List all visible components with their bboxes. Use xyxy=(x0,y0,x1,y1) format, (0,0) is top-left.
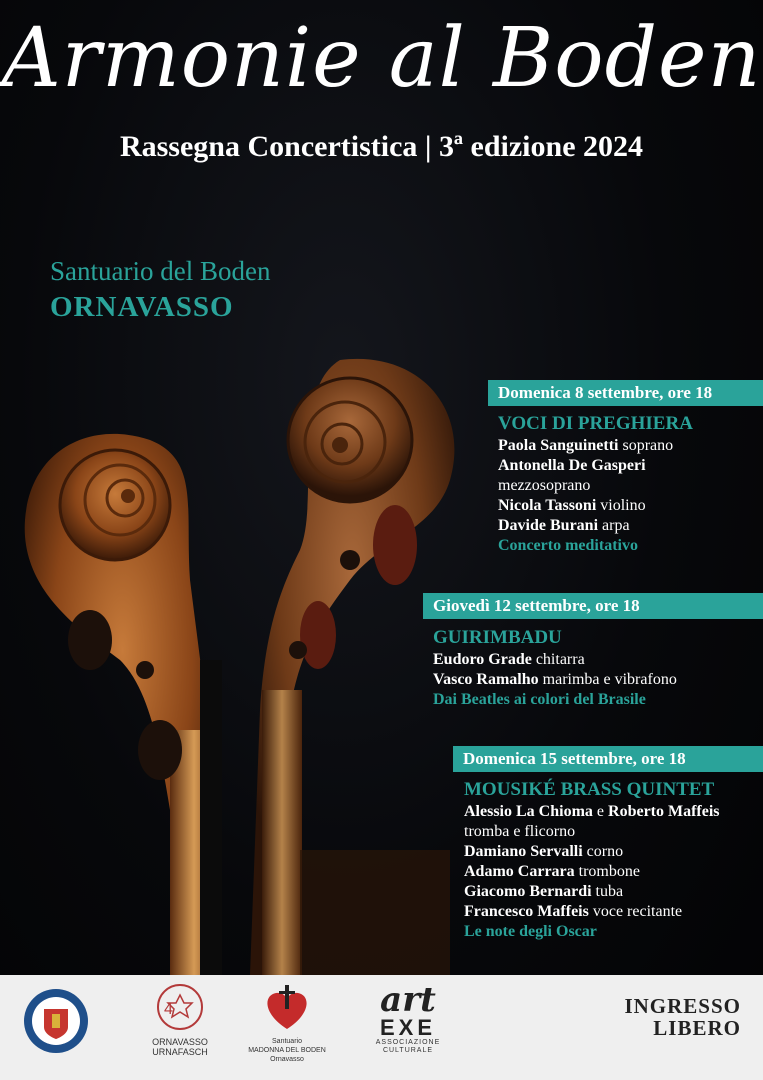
art-exe-logo-exe: EXE xyxy=(379,1015,437,1040)
performer-line xyxy=(498,516,693,536)
performer-name: Adamo Carrara xyxy=(464,863,575,880)
performer-role: violino xyxy=(600,497,646,514)
performer-line xyxy=(464,882,720,902)
performer-name: Alessio La Chioma xyxy=(464,803,593,820)
venue-name: Santuario del Boden xyxy=(50,256,271,286)
event-date-bar: Giovedì 12 settembre, ore 18 xyxy=(423,593,763,619)
event-date-bar: Domenica 8 settembre, ore 18 xyxy=(488,380,763,406)
performer-role: voce recitante xyxy=(592,903,683,920)
performer-name: Roberto Maffeis xyxy=(608,803,720,820)
performer-joiner: e xyxy=(596,803,605,820)
art-exe-logo-art: art xyxy=(380,980,436,1020)
performer-name: Eudoro Grade xyxy=(433,651,532,668)
performer-line xyxy=(498,436,693,456)
event-description: Le note degli Oscar xyxy=(464,923,597,940)
event-date-bar: Domenica 15 settembre, ore 18 xyxy=(453,746,763,772)
event-description: Concerto meditativo xyxy=(498,537,638,554)
performer-name: Nicola Tassoni xyxy=(498,497,597,514)
event-block xyxy=(498,412,693,556)
ornavasso-logo-line1: ORNAVASSO xyxy=(152,1037,208,1047)
santuario-logo xyxy=(242,981,332,1071)
performer-line xyxy=(464,902,720,922)
performer-name: Davide Burani xyxy=(498,517,599,534)
ornavasso-logo xyxy=(140,981,220,1061)
comune-crest-logo xyxy=(22,987,90,1055)
performer-role: chitarra xyxy=(535,651,585,668)
event-title: GUIRIMBADU xyxy=(433,627,562,648)
performer-line xyxy=(498,456,693,476)
performer-role: corno xyxy=(586,843,624,860)
performer-line xyxy=(464,842,720,862)
ingresso-line1: INGRESSO xyxy=(624,994,741,1018)
art-exe-logo-line3: ASSOCIAZIONE xyxy=(375,1039,441,1046)
event-title: VOCI DI PREGHIERA xyxy=(498,413,693,434)
poster-title: Armonie al Boden xyxy=(1,11,762,106)
santuario-logo-line1: Santuario xyxy=(272,1038,302,1045)
svg-text:4: 4 xyxy=(164,1001,173,1018)
performer-line xyxy=(464,822,720,842)
performer-name: Giacomo Bernardi xyxy=(464,883,592,900)
event-title: MOUSIKÉ BRASS QUINTET xyxy=(464,779,715,800)
venue-town: ORNAVASSO xyxy=(50,291,234,323)
performer-role: soprano xyxy=(622,437,674,454)
performer-name: Vasco Ramalho xyxy=(433,671,539,688)
performer-line xyxy=(498,476,693,496)
performer-role: tuba xyxy=(595,883,624,900)
ingresso-line2: LIBERO xyxy=(653,1016,741,1040)
art-exe-logo xyxy=(368,980,448,1068)
performer-role: mezzosoprano xyxy=(498,477,591,494)
performer-name: Paola Sanguinetti xyxy=(498,437,619,454)
event-block xyxy=(464,778,720,942)
performer-role: marimba e vibrafono xyxy=(542,671,677,688)
event-block xyxy=(433,626,677,710)
santuario-logo-line2: MADONNA DEL BODEN xyxy=(248,1047,326,1054)
performer-line xyxy=(433,670,677,690)
performer-line xyxy=(433,650,677,670)
performer-role: arpa xyxy=(602,517,630,534)
performer-name: Damiano Servalli xyxy=(464,843,583,860)
ingresso-libero xyxy=(624,995,741,1039)
performer-role: trombone xyxy=(578,863,640,880)
santuario-logo-line3: Ornavasso xyxy=(270,1056,304,1063)
performer-name: Antonella De Gasperi xyxy=(498,457,646,474)
art-exe-logo-line4: CULTURALE xyxy=(382,1047,434,1054)
performer-line xyxy=(498,496,693,516)
event-description: Dai Beatles ai colori del Brasile xyxy=(433,691,646,708)
performer-line xyxy=(464,802,720,822)
poster-subtitle: Rassegna Concertistica | 3ª edizione 2024 xyxy=(119,130,644,163)
performer-line xyxy=(464,862,720,882)
violin-scrolls-image xyxy=(0,330,500,975)
footer-logos xyxy=(0,975,763,1080)
performer-role: tromba e flicorno xyxy=(464,823,576,840)
ornavasso-logo-line2: URNAFASCH xyxy=(152,1047,208,1057)
performer-name: Francesco Maffeis xyxy=(464,903,589,920)
